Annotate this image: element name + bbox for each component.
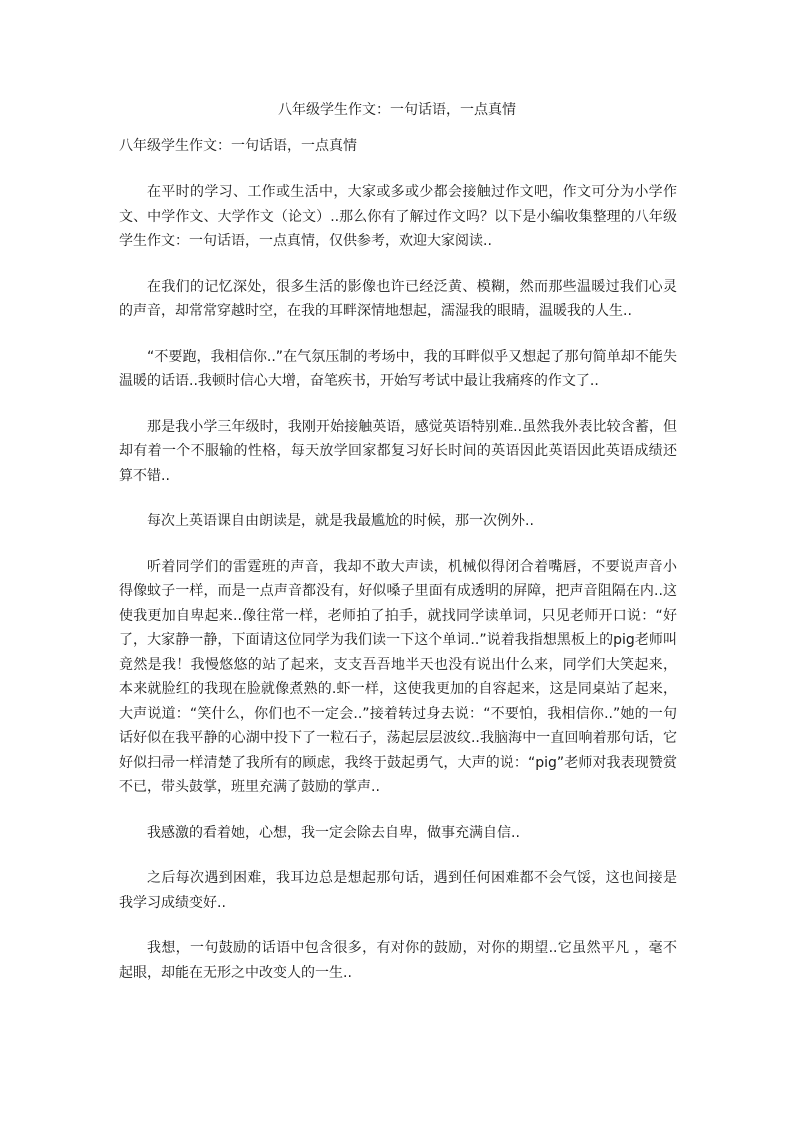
page-title: 八年级学生作文：一句话语，一点真情: [278, 102, 516, 118]
paragraph: 听着同学们的雷霆班的声音，我却不敢大声读，机械似得闭合着嘴唇，不要说声音小得像蚊子一样，而是一点声音都没有，好似嗓子里面有成透明的屏障，把声音阻隔在内..这使我更加自卑起来..像往常一样，老师拍了拍手，就找同学读单词，只见老师开口说：“好了，大家静一静，下面请这位同学为我们读一下这个单词..”说着我指想黑板上的pig老师叫竟然是我！我慢悠悠的站了起来，支支吾吾地半天也没有说出什么来，同学们大笑起来，本来就脸红的我现在脸就像煮熟的.虾一样，这使我更加的自容起来，这是同桌站了起来，大声说道：“笑什么，你们也不一定会..”接着转过身去说：“不要怕，我相信你..”她的一句话好似在我平静的心湖中投下了一粒石子，荡起层层波纹..我脑海中一直回响着那句话，它好似扫帚一样清楚了我所有的顾虑，我终于鼓起勇气，大声的说：“pig”老师对我表现赞赏不已，带头鼓掌，班里充满了鼓励的掌声..: [119, 558, 677, 795]
paragraph: 在我们的记忆深处，很多生活的影像也许已经泛黄、模糊，然而那些温暖过我们心灵的声音，却常常穿越时空，在我的耳畔深情地想起，濡湿我的眼睛，温暖我的人生..: [119, 278, 677, 319]
document-subtitle: 八年级学生作文：一句话语，一点真情: [119, 138, 357, 154]
paragraph: 每次上英语课自由朗读是，就是我最尴尬的时候，那一次例外..: [147, 513, 534, 529]
paragraph: 之后每次遇到困难，我耳边总是想起那句话，遇到任何困难都不会气馁，这也间接是我学习成绩变好..: [119, 870, 677, 911]
paragraph: “不要跑，我相信你..”在气氛压制的考场中，我的耳畔似乎又想起了那句简单却不能失温暖的话语..我顿时信心大增，奋笔疾书，开始写考试中最让我痛疼的作文了..: [119, 348, 677, 389]
paragraph: 我感激的看着她，心想，我一定会除去自卑，做事充满自信..: [147, 824, 520, 841]
paragraph: 我想，一句鼓励的话语中包含很多，有对你的鼓励，对你的期望..它虽然平凡 ，毫不起眼，却能在无形之中改变人的一生..: [119, 940, 677, 981]
paragraph: 那是我小学三年级时，我刚开始接触英语，感觉英语特别难..虽然我外表比较含蓄，但却有着一个不服输的性格，每天放学回家都复习好长时间的英语因此英语因此英语成绩还算不错..: [119, 418, 677, 484]
document-body: [119, 180, 677, 1006]
paragraph: 在平时的学习、工作或生活中，大家或多或少都会接触过作文吧，作文可分为小学作文、中学作文、大学作文（论文）..那么你有了解过作文吗？以下是小编收集整理的八年级学生作文：一句话语，一点真情，仅供参考，欢迎大家阅读..: [119, 184, 677, 249]
